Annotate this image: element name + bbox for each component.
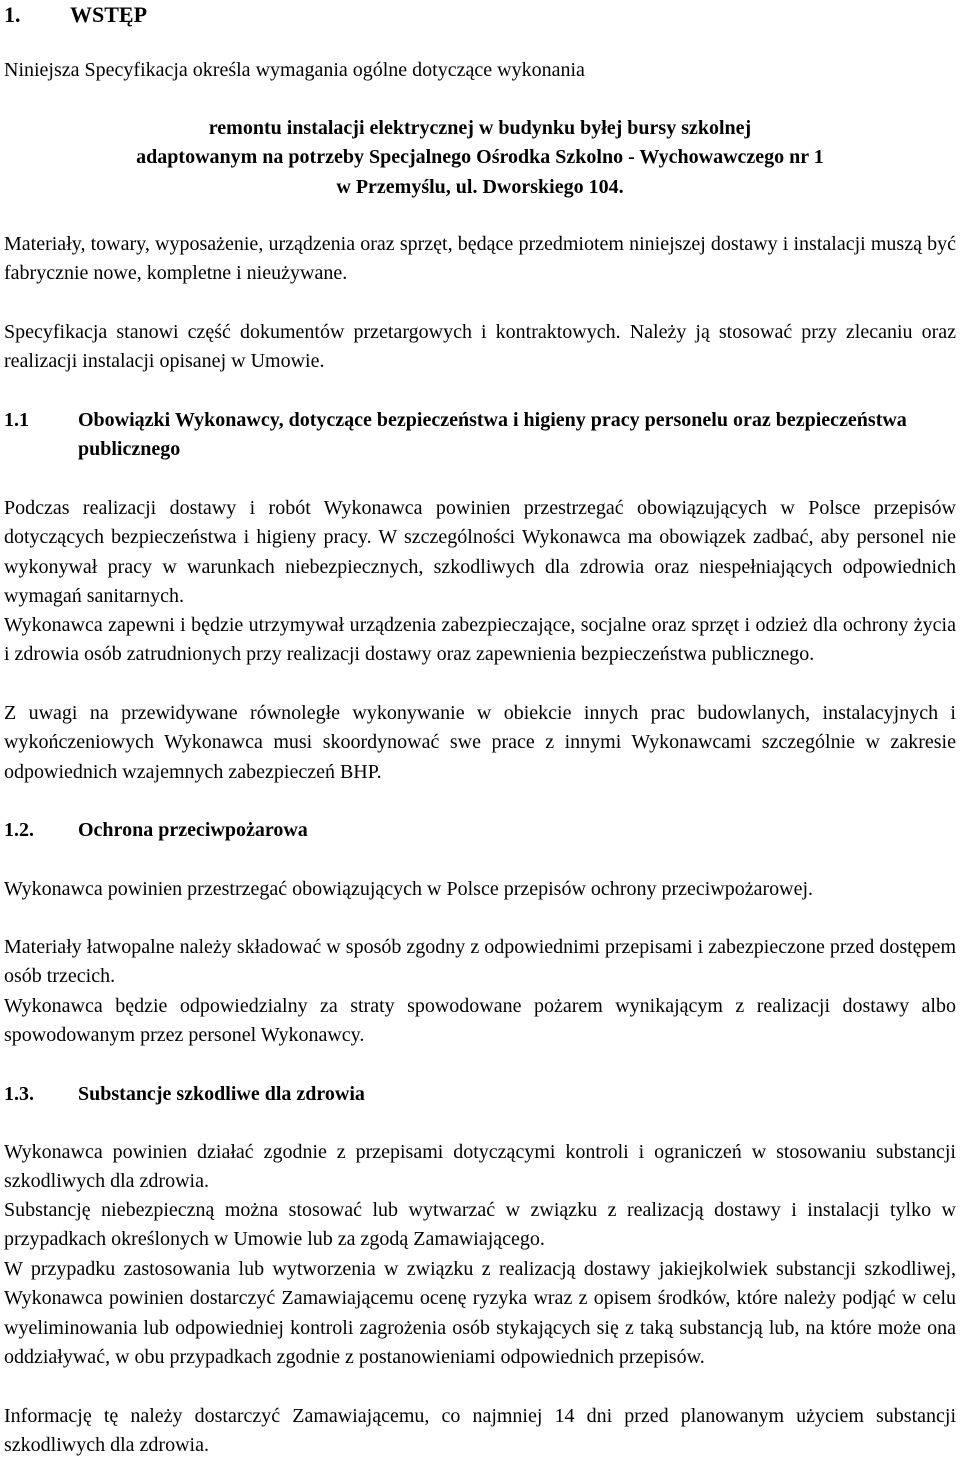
s13-paragraph-4: Informację tę należy dostarczyć Zamawiającemu, co najmniej 14 dni przed planowanym użyciem substancji szkodliwych dla zdrowia.: [4, 1405, 956, 1457]
intro-paragraph: Niniejsza Specyfikacja określa wymagania ogólne dotyczące wykonania: [4, 59, 585, 81]
section-heading: [4, 0, 147, 30]
subsection-title: Ochrona przeciwpożarowa: [78, 819, 308, 841]
subsection-title: Substancje szkodliwe dla zdrowia: [78, 1083, 365, 1105]
subsection-1-2-heading: [4, 816, 956, 845]
subject-line: remontu instalacji elektrycznej w budynku byłej bursy szkolnej: [208, 117, 752, 139]
spec-paragraph: Specyfikacja stanowi część dokumentów przetargowych i kontraktowych. Należy ją stosować przy zlecaniu oraz realizacji instalacji opisanej w Umowie.: [4, 321, 956, 373]
s13-paragraph-3: W przypadku zastosowania lub wytworzenia w związku z realizacją dostawy jakiejkolwiek substancji szkodliwej, Wykonawca powinien dostarczyć Zamawiającemu ocenę ryzyka wraz z opisem środków, które należy podjąć w celu wyeliminowania lub odpowiedniej kontroli zagrożenia osób stykających się z taką substancją lub, na które może ona oddziaływać, w obu przypadkach zgodnie z postanowieniami odpowiednich przepisów.: [4, 1258, 956, 1368]
materials-paragraph: Materiały, towary, wyposażenie, urządzenia oraz sprzęt, będące przedmiotem niniejszej dostawy i instalacji muszą być fabrycznie nowe, kompletne i nieużywane.: [4, 233, 956, 285]
s13-paragraph-2: Substancję niebezpieczną można stosować lub wytwarzać w związku z realizacją dostawy i instalacji tylko w przypadkach określonych w Umowie lub za zgodą Zamawiającego.: [4, 1199, 956, 1251]
subsection-number: 1.3.: [4, 1083, 34, 1105]
s11-paragraph-3: Z uwagi na przewidywane równoległe wykonywanie w obiekcie innych prac budowlanych, instalacyjnych i wykończeniowych Wykonawca musi skoordynować swe prace z innymi Wykonawcami szczególnie w zakresie odpowiednich wzajemnych zabezpieczeń BHP.: [4, 702, 956, 783]
s11-paragraph-1: Podczas realizacji dostawy i robót Wykonawca powinien przestrzegać obowiązujących w Polsce przepisów dotyczących bezpieczeństwa i higieny pracy. W szczególności Wykonawca ma obowiązek zadbać, aby personel nie wykonywał pracy w warunkach niebezpiecznych, szkodliwych dla zdrowia oraz niespełniających odpowiednich wymagań sanitarnych.: [4, 497, 956, 607]
subsection-number: 1.2.: [4, 819, 34, 841]
subsection-1-1-heading: [4, 406, 956, 465]
section-title: WSTĘP: [70, 2, 148, 27]
s12-paragraph-2: Materiały łatwopalne należy składować w sposób zgodny z odpowiednimi przepisami i zabezpieczone przed dostępem osób trzecich.: [4, 936, 956, 988]
subsection-number: 1.1: [4, 409, 29, 431]
subject-line: w Przemyślu, ul. Dworskiego 104.: [336, 175, 624, 198]
subsection-title: Obowiązki Wykonawcy, dotyczące bezpieczeństwa i higieny pracy personelu oraz bezpieczeństwa publicznego: [78, 409, 907, 461]
s13-paragraph-1: Wykonawca powinien działać zgodnie z przepisami dotyczącymi kontroli i ograniczeń w stosowaniu substancji szkodliwych dla zdrowia.: [4, 1141, 956, 1193]
subject-line: adaptowanym na potrzeby Specjalnego Ośrodka Szkolno - Wychowawczego nr 1: [136, 146, 824, 169]
section-number: 1.: [4, 2, 21, 27]
s11-paragraph-2: Wykonawca zapewni i będzie utrzymywał urządzenia zabezpieczające, socjalne oraz sprzęt i odzież dla ochrony życia i zdrowia osób zatrudnionych przy realizacji dostawy oraz zapewnienia bezpieczeństwa publicznego.: [4, 614, 956, 666]
subsection-1-3-heading: [4, 1080, 956, 1109]
subject-block: [4, 114, 956, 202]
s12-paragraph-3: Wykonawca będzie odpowiedzialny za straty spowodowane pożarem wynikającym z realizacji dostawy albo spowodowanym przez personel Wykonawcy.: [4, 995, 956, 1047]
s12-paragraph-1: Wykonawca powinien przestrzegać obowiązujących w Polsce przepisów ochrony przeciwpożarowej.: [4, 878, 814, 900]
